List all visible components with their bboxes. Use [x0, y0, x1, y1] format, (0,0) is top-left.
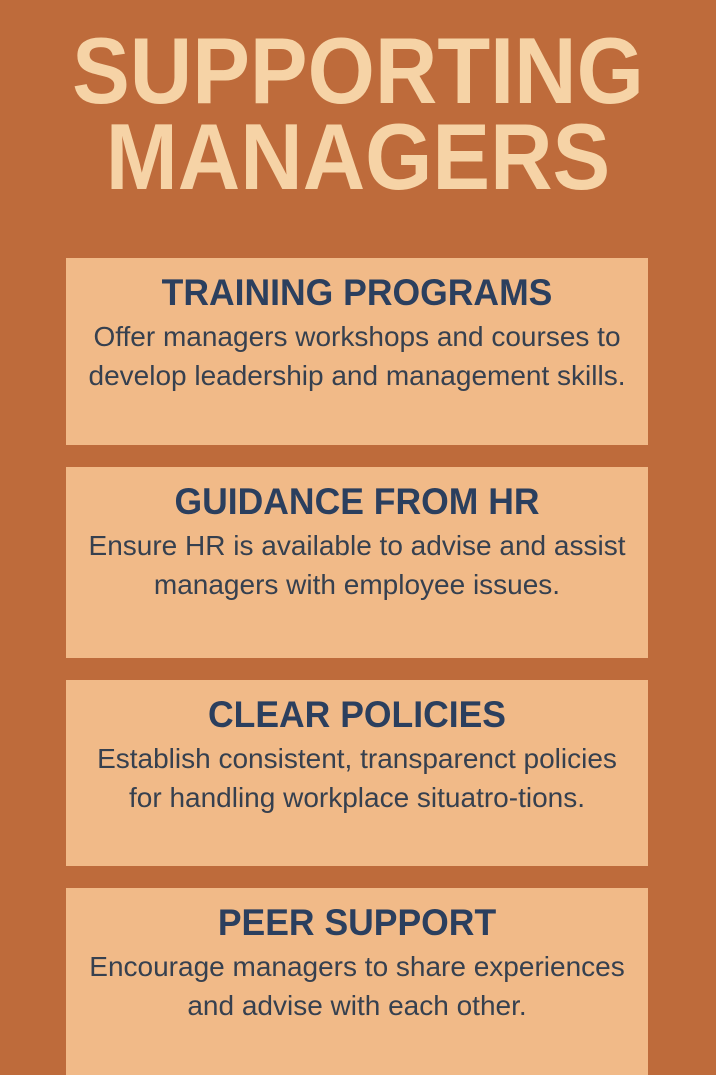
poster-title [29, 18, 688, 210]
card-body: Establish consistent, transparenct policies for handling workplace situatro-tions. [97, 743, 617, 814]
card-heading: PEER SUPPORT [217, 902, 497, 943]
card-peer-support [66, 888, 648, 1075]
poster-title-line-2: MANAGERS [105, 104, 611, 210]
card-body: Offer managers workshops and courses to develop leadership and management skills. [88, 321, 626, 392]
card-training-programs [66, 258, 648, 445]
card-heading: CLEAR POLICIES [207, 694, 506, 735]
card-clear-policies [66, 680, 648, 866]
card-guidance-from-hr [66, 467, 648, 658]
card-heading: TRAINING PROGRAMS [161, 272, 553, 313]
card-body: Encourage managers to share experiences and advise with each other. [89, 951, 625, 1022]
poster-title-line-1: SUPPORTING [72, 18, 644, 123]
card-heading: GUIDANCE FROM HR [174, 481, 540, 522]
card-body: Ensure HR is available to advise and assist managers with employee issues. [88, 530, 626, 601]
